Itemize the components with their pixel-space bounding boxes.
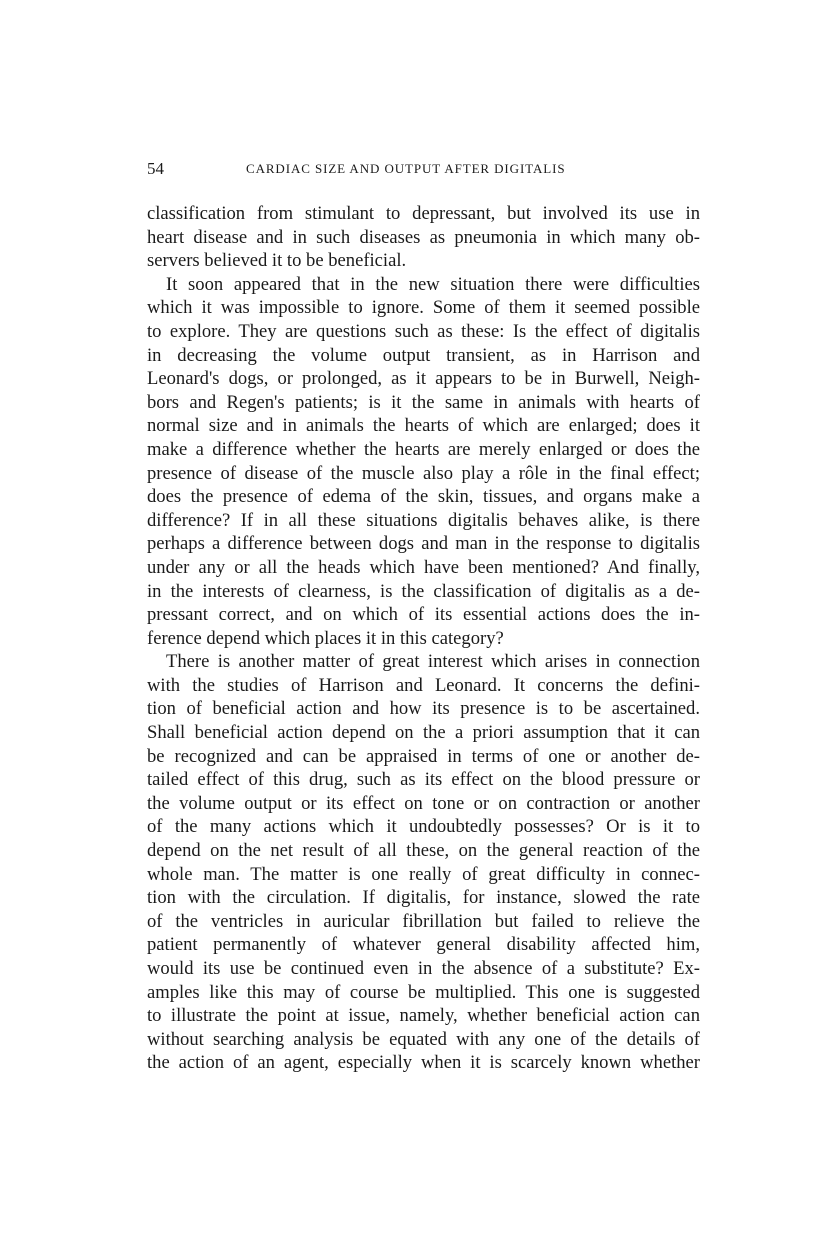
text-line: depend on the net result of all these, on the general reaction of the <box>147 840 700 862</box>
text-line: perhaps a difference between dogs and man in the response to digitalis <box>147 533 700 555</box>
text-line: with the studies of Harrison and Leonard. It concerns the defini- <box>147 674 700 696</box>
paragraph <box>147 273 700 651</box>
text-line: of the ventricles in auricular fibrillation but failed to relieve the <box>147 910 700 932</box>
text-line: without searching analysis be equated with any one of the details of <box>147 1028 700 1050</box>
running-head <box>147 156 700 182</box>
text-line: be recognized and can be appraised in terms of one or another de- <box>147 745 700 767</box>
text-line: classification from stimulant to depressant, but involved its use in <box>147 203 700 224</box>
page-number: 54 <box>147 159 164 178</box>
text-line: under any or all the heads which have been mentioned? And finally, <box>147 556 700 578</box>
text-line: of the many actions which it undoubtedly possesses? Or is it to <box>147 816 700 838</box>
text-line: servers believed it to be beneficial. <box>147 250 407 272</box>
text-line: heart disease and in such diseases as pneumonia in which many ob- <box>147 226 700 248</box>
body-text <box>147 202 700 1075</box>
text-line: would its use be continued even in the absence of a substitute? Ex- <box>147 958 700 979</box>
text-line: bors and Regen's patients; is it the same in animals with hearts of <box>147 391 700 413</box>
text-line: Shall beneficial action depend on the a priori assumption that it can <box>147 722 700 744</box>
text-line: tion with the circulation. If digitalis, for instance, slowed the rate <box>147 887 700 909</box>
text-line: It soon appeared that in the new situation there were difficulties <box>166 273 700 295</box>
running-title: CARDIAC SIZE AND OUTPUT AFTER DIGITALIS <box>246 161 566 176</box>
text-line: There is another matter of great interest which arises in connection <box>166 651 700 673</box>
text-line: to illustrate the point at issue, namely, whether beneficial action can <box>147 1005 700 1027</box>
text-line: ference depend which places it in this category? <box>147 627 504 649</box>
paragraph <box>147 650 700 1075</box>
book-page <box>147 156 700 1075</box>
text-line: make a difference whether the hearts are merely enlarged or does the <box>147 438 700 460</box>
text-line: in the interests of clearness, is the classification of digitalis as a de- <box>147 580 700 602</box>
text-line: in decreasing the volume output transient, as in Harrison and <box>147 344 700 366</box>
text-line: does the presence of edema of the skin, tissues, and organs make a <box>147 486 700 508</box>
text-line: normal size and in animals the hearts of which are enlarged; does it <box>147 415 700 437</box>
text-line: amples like this may of course be multiplied. This one is suggested <box>147 981 700 1003</box>
text-line: to explore. They are questions such as these: Is the effect of digitalis <box>147 320 700 342</box>
paragraph <box>147 202 700 273</box>
text-line: pressant correct, and on which of its essential actions does the in- <box>147 604 700 626</box>
text-line: tailed effect of this drug, such as its effect on the blood pressure or <box>147 769 700 791</box>
text-line: whole man. The matter is one really of great difficulty in connec- <box>147 863 700 885</box>
text-line: difference? If in all these situations digitalis behaves alike, is there <box>147 509 700 531</box>
text-line: presence of disease of the muscle also play a rôle in the final effect; <box>147 462 700 484</box>
text-line: which it was impossible to ignore. Some of them it seemed possible <box>147 297 700 319</box>
text-line: the volume output or its effect on tone or on contraction or another <box>147 792 700 814</box>
text-line: tion of beneficial action and how its presence is to be ascertained. <box>147 698 700 720</box>
text-line: patient permanently of whatever general disability affected him, <box>147 934 700 956</box>
text-line: the action of an agent, especially when it is scarcely known whether <box>147 1052 700 1074</box>
text-line: Leonard's dogs, or prolonged, as it appears to be in Burwell, Neigh- <box>147 368 700 390</box>
